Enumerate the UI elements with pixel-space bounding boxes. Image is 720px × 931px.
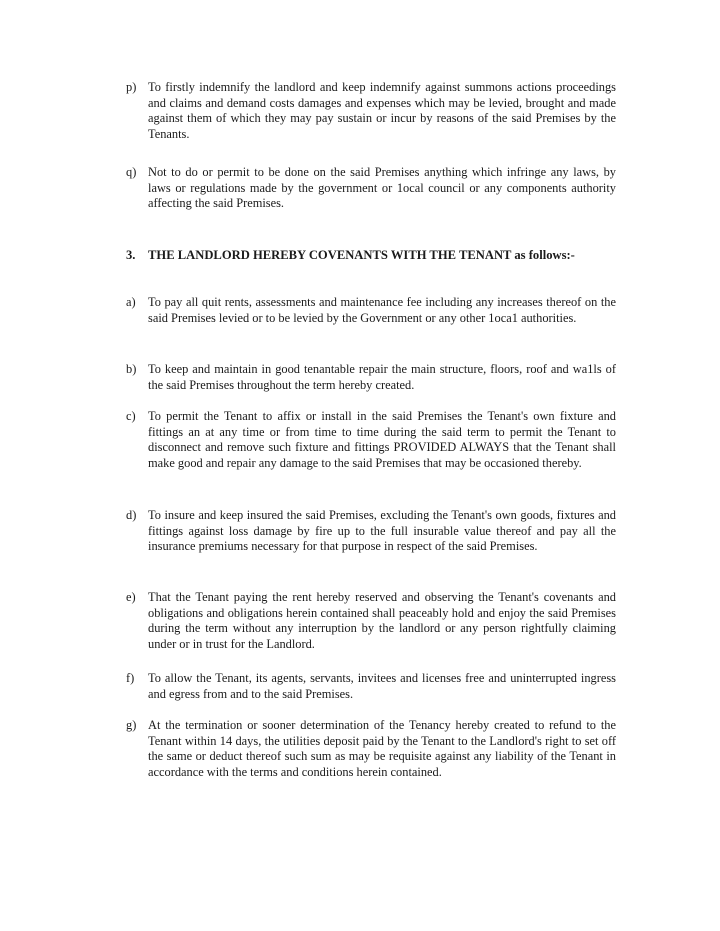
clause-marker: q) [126, 165, 137, 179]
clause-text: That the Tenant paying the rent hereby reserved and observing the Tenant's covenants and obligations and obligations herein contained shall peaceably hold and enjoy the said Premises during the term without any interruption by the landlord or any person rightfully claiming under or in trust for the Landlord. [148, 590, 616, 651]
clause-marker: c) [126, 409, 136, 423]
section-heading [126, 247, 616, 263]
clause-marker: f) [126, 671, 135, 685]
clause-text: To firstly indemnify the landlord and keep indemnify against summons actions proceedings and claims and demand costs damages and expenses which may be levied, brought and made against them of which they may pay sustain or incur by reasons of the said Premises by the Tenants. [148, 80, 616, 141]
clause-text: Not to do or permit to be done on the said Premises anything which infringe any laws, by laws or regulations made by the government or 1ocal council or any components authority affecting the said Premises. [148, 165, 616, 211]
section-heading-text: THE LANDLORD HEREBY COVENANTS WITH THE TENANT as follows:- [148, 248, 575, 262]
clause-text: To pay all quit rents, assessments and maintenance fee including any increases thereof on the said Premises levied or to be levied by the Government or any other 1oca1 authorities. [148, 295, 616, 325]
clause-marker: e) [126, 590, 136, 604]
clause-text: To permit the Tenant to affix or install in the said Premises the Tenant's own fixture and fittings an at any time or from time to time during the said term to permit the Tenant to disconnect and remove such fixture and fittings PROVIDED ALWAYS that the Tenant shall make good and repair any damage to the said Premises that may be occasioned thereby. [148, 409, 616, 470]
clause-text: To insure and keep insured the said Premises, excluding the Tenant's own goods, fixtures and fittings against loss damage by fire up to the full insurable value thereof and pay all the insurance premiums necessary for that purpose in respect of the said Premises. [148, 508, 616, 554]
clause-marker: g) [126, 718, 137, 732]
clause-q [126, 165, 616, 212]
clause-text: To allow the Tenant, its agents, servants, invitees and licenses free and uninterrupted ingress and egress from and to the said Premises. [148, 671, 616, 701]
clause-text: To keep and maintain in good tenantable repair the main structure, floors, roof and wa1ls of the said Premises throughout the term hereby created. [148, 362, 616, 392]
clause-d [126, 508, 616, 555]
clause-a [126, 295, 616, 326]
clause-g [126, 718, 616, 780]
clause-b [126, 362, 616, 393]
clause-marker: d) [126, 508, 137, 522]
clause-marker: a) [126, 295, 136, 309]
clause-c [126, 409, 616, 471]
clause-f [126, 671, 616, 702]
clause-e [126, 590, 616, 652]
clause-text: At the termination or sooner determination of the Tenancy hereby created to refund to the Tenant within 14 days, the utilities deposit paid by the Tenant to the Landlord's right to set off the same or deduct thereof such sum as may be requisite against any liability of the Tenant in accordance with the terms and conditions herein contained. [148, 718, 616, 779]
clause-p [126, 80, 616, 142]
clause-marker: b) [126, 362, 137, 376]
clause-marker: p) [126, 80, 137, 94]
section-number: 3. [126, 248, 136, 262]
